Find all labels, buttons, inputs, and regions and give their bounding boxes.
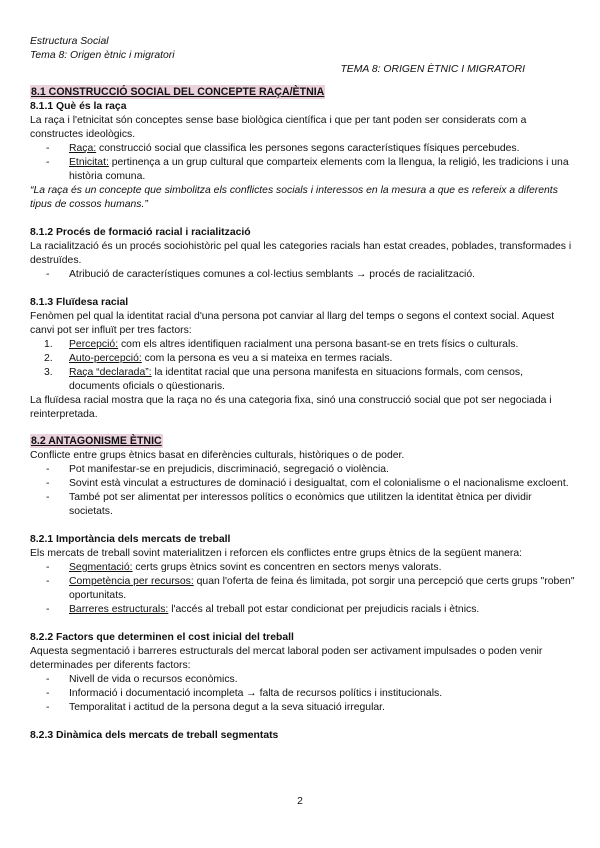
subsection-title: 8.2.1 Importància dels mercats de treball (30, 534, 231, 545)
item-number: 3. (44, 367, 53, 378)
term: Percepció: (69, 339, 119, 350)
list-item (30, 603, 575, 617)
document-page (30, 35, 575, 743)
paragraph: Aquesta segmentació i barreres estructurals del mercat laboral poden ser activament impulsades o poden venir determinades per diferents factors: (30, 646, 543, 671)
paragraph: Conflicte entre grups ètnics basat en diferències culturals, històriques o de poder. (30, 450, 405, 461)
term: Barreres estructurals: (69, 604, 169, 615)
list-item (30, 156, 575, 184)
list-item (30, 142, 575, 156)
term: Raça: (69, 143, 97, 154)
term: Competència per recursos: (69, 576, 194, 587)
section-8-1 (30, 77, 575, 422)
bullet-list (30, 463, 575, 519)
list-item: - Sovint està vinculat a estructures de dominació i desigualtat, com el colonialisme o el nacionalisme excloent. (30, 477, 575, 491)
list-item (30, 366, 575, 394)
bullet-list (30, 673, 575, 715)
definition-list (30, 561, 575, 617)
subsection-title: 8.2.2 Factors que determinen el cost inicial del treball (30, 632, 294, 643)
section-title: 8.2 ANTAGONISME ÈTNIC (31, 435, 162, 447)
term: Raça “declarada”: (69, 367, 152, 378)
page-number: 2 (297, 796, 303, 807)
list-item (30, 561, 575, 575)
definition: l'accés al treball pot estar condicionat per prejudicis racials i ètnics. (168, 604, 480, 615)
paragraph: La fluïdesa racial mostra que la raça no és una categoria fixa, sinó una construcció social que pot ser negociada i reinterpretada. (30, 395, 552, 420)
document-title: TEMA 8: ORIGEN ÈTNIC I MIGRATORI (340, 64, 525, 75)
subsection-title: 8.1.3 Fluïdesa racial (30, 297, 129, 308)
paragraph: La raça i l'etnicitat són conceptes sense base biològica científica i que per tant poden ser considerats com a constructes ideològics. (30, 115, 527, 140)
definition: pertinença a un grup cultural que comparteix elements com la llengua, la religió, les tradicions i una història comuna. (69, 157, 569, 182)
paragraph: La racialització és un procés sociohistòric pel qual les categories racials han estat creades, poblades, transformades i destruïdes. (30, 241, 572, 266)
list-item: - Nivell de vida o recursos econòmics. (30, 673, 575, 687)
list-item (30, 575, 575, 603)
course-name: Estructura Social (30, 36, 109, 47)
topic-name: Tema 8: Origen ètnic i migratori (30, 50, 175, 61)
quote: “La raça és un concepte que simbolitza els conflictes socials i interessos en la mesura a que es refereix a diferents tipus de cossos humans.” (30, 185, 558, 210)
subsection-title: 8.2.3 Dinàmica dels mercats de treball segmentats (30, 730, 279, 741)
definition: certs grups ètnics sovint es concentren en sectors menys valorats. (132, 562, 442, 573)
section-title: 8.1 CONSTRUCCIÓ SOCIAL DEL CONCEPTE RAÇA/ÈTNIA (31, 86, 325, 98)
item-number: 2. (44, 353, 53, 364)
definition: com els altres identifiquen racialment una persona basant-se en trets físics o culturals. (118, 339, 519, 350)
section-8-2 (30, 422, 575, 743)
list-item: - També pot ser alimentat per interessos polítics o econòmics que utilitzen la identitat ètnica per dividir societats. (30, 491, 575, 519)
term: Auto-percepció: (69, 353, 142, 364)
paragraph: Fenòmen pel qual la identitat racial d'una persona pot canviar al llarg del temps o segons el context social. Aquest canvi pot ser influït per tres factors: (30, 311, 555, 336)
term: Segmentació: (69, 562, 133, 573)
item-number: 1. (44, 339, 53, 350)
list-item: - Pot manifestar-se en prejudicis, discriminació, segregació o violència. (30, 463, 575, 477)
list-item: - Temporalitat i actitud de la persona degut a la seva situació irregular. (30, 701, 575, 715)
numbered-list (30, 338, 575, 394)
definition: quan l'oferta de feina és limitada, pot sorgir una percepció que certs grups "roben" oportunitats. (69, 576, 575, 601)
subsection-title: 8.1.2 Procés de formació racial i racialització (30, 227, 251, 238)
definition: construcció social que classifica les persones segons característiques físiques percebudes. (96, 143, 520, 154)
list-item: - Atribució de característiques comunes a col·lectius semblants → procés de racialització. (30, 268, 575, 282)
definition-list (30, 142, 575, 184)
paragraph: Els mercats de treball sovint materialitzen i reforcen els conflictes entre grups ètnics de la següent manera: (30, 548, 523, 559)
definition: com la persona es veu a si mateixa en termes racials. (141, 353, 393, 364)
list-item (30, 338, 575, 352)
term: Etnicitat: (69, 157, 109, 168)
list-item (30, 352, 575, 366)
list-item: - Informació i documentació incompleta → falta de recursos polítics i institucionals. (30, 687, 575, 701)
subsection-title: 8.1.1 Què és la raça (30, 101, 127, 112)
bullet-list (30, 268, 575, 282)
definition: la identitat racial que una persona manifesta en situacions formals, com censos, documents oficials o qüestionaris. (69, 367, 523, 392)
